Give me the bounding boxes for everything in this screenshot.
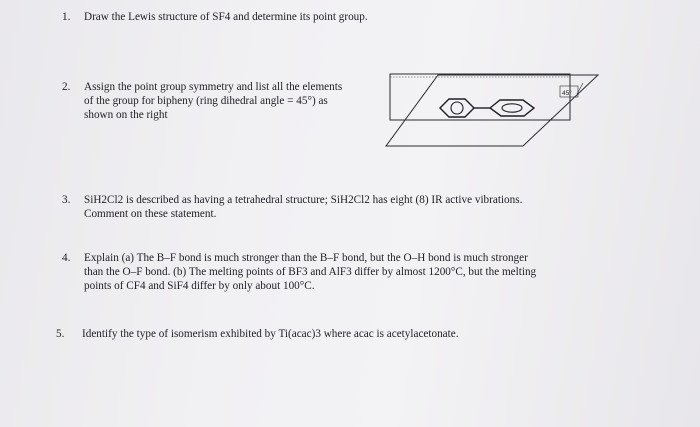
question-text (84, 10, 368, 24)
question-text (84, 80, 342, 122)
question-number: 2. (62, 81, 71, 93)
question-line: than the O–F bond. (b) The melting points of BF3 and AlF3 differ by almost 1200°C, but the melting (84, 266, 537, 278)
question-text (84, 251, 536, 293)
question-line: Identify the type of isomerism exhibited by Ti(acac)3 where acac is acetylacetonate. (82, 328, 459, 340)
question-line: Assign the point group symmetry and list all the elements (84, 81, 343, 93)
angle-label: 45° (562, 90, 572, 97)
question-line: Comment on these statement. (84, 208, 217, 220)
question-text (82, 327, 459, 341)
question-line: of the group for bipheny (ring dihedral angle = 45°) as (84, 95, 328, 107)
question-number: 5. (56, 328, 65, 340)
question-line: points of CF4 and SiF4 differ by only about 100°C. (84, 280, 315, 292)
question-line: SiH2Cl2 is described as having a tetrahedral structure; SiH2Cl2 has eight (8) IR active vibrations. (84, 194, 523, 206)
question-line: Explain (a) The B–F bond is much stronger than the B–F bond, but the O–H bond is much stronger (84, 252, 528, 264)
right-ring-aromatic-circle (502, 104, 522, 112)
question-number: 3. (62, 194, 71, 206)
ring-plane-rectangle (390, 74, 570, 120)
question-text (84, 193, 522, 221)
biphenyl-figure (378, 70, 608, 152)
question-number: 4. (62, 252, 71, 264)
left-ring-aromatic-circle (451, 102, 463, 114)
right-benzene-ring (490, 100, 534, 116)
question-line: Draw the Lewis structure of SF4 and determine its point group. (84, 11, 368, 23)
tilted-plane-parallelogram (386, 75, 598, 146)
question-number: 1. (62, 11, 71, 23)
biphenyl-diagram (378, 70, 608, 152)
question-line: shown on the right (84, 109, 168, 121)
